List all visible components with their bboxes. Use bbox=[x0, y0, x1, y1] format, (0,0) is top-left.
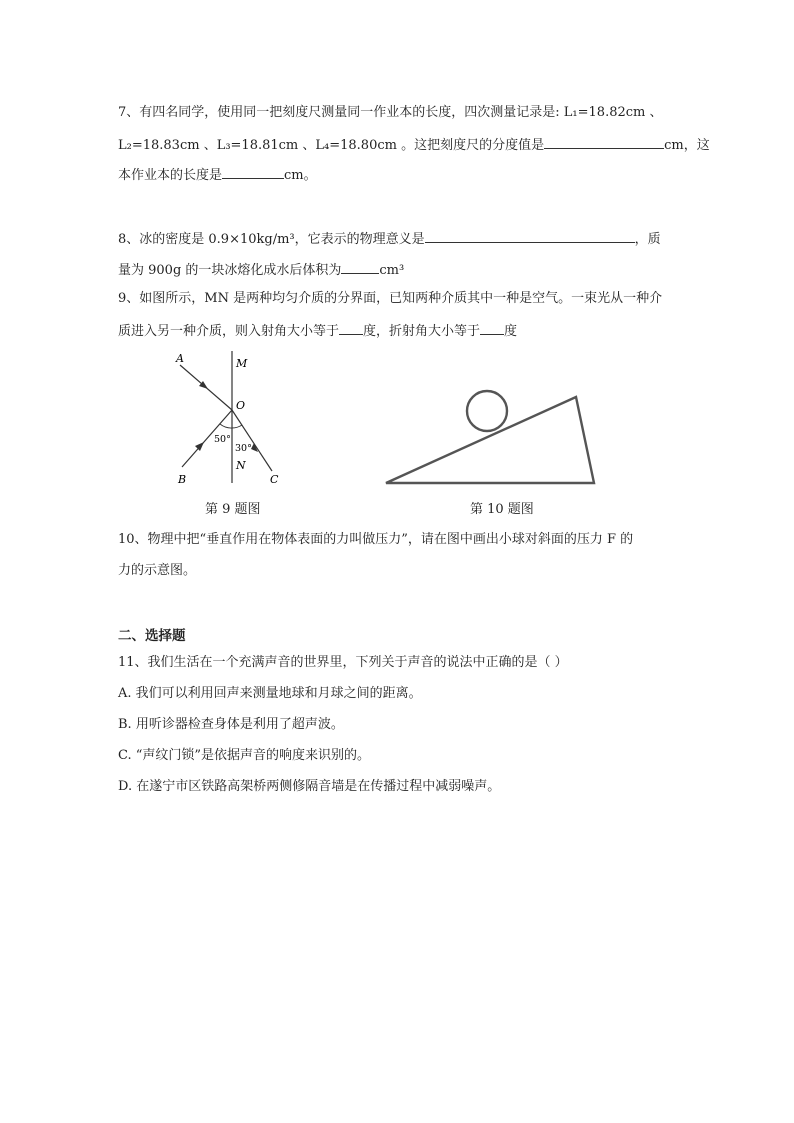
label-o: O bbox=[236, 399, 246, 412]
incline-triangle bbox=[386, 397, 594, 483]
answer-blank-q8-meaning[interactable] bbox=[425, 229, 635, 243]
q10-line2: 力的示意图。 bbox=[118, 563, 197, 578]
q11-option-c[interactable]: C. “声纹门锁”是依据声音的响度来识别的。 bbox=[118, 748, 371, 763]
q10-line1: 10、物理中把“垂直作用在物体表面的力叫做压力”，请在图中画出小球对斜面的压力 F 的 bbox=[118, 532, 634, 547]
q7-line1: 7、有四名同学，使用同一把刻度尺测量同一作业本的长度，四次测量记录是: L₁=18.82cm 、 bbox=[118, 105, 663, 120]
reflected-arrow-icon bbox=[195, 442, 204, 451]
section-title-choice: 二、选择题 bbox=[118, 628, 186, 644]
angle-arc-50 bbox=[220, 424, 232, 428]
label-angle-50: 50° bbox=[214, 434, 231, 445]
label-c: C bbox=[270, 473, 279, 486]
q9-line1: 9、如图所示，MN 是两种均匀介质的分界面，已知两种介质其中一种是空气。一束光从一种介 bbox=[118, 291, 663, 306]
figure-9-refraction-diagram bbox=[160, 345, 310, 490]
ball-circle bbox=[467, 391, 507, 431]
answer-blank-q7-division[interactable] bbox=[544, 135, 664, 149]
q11-option-a[interactable]: A. 我们可以利用回声来测量地球和月球之间的距离。 bbox=[118, 686, 422, 701]
q7-line2: L₂=18.83cm 、L₃=18.81cm 、L₄=18.80cm 。这把刻度尺的分度值是 cm，这 bbox=[118, 135, 710, 155]
figure-10-caption: 第 10 题图 bbox=[470, 502, 534, 517]
label-b: B bbox=[178, 473, 187, 486]
q7-line3: 本作业本的长度是 cm。 bbox=[118, 165, 317, 185]
answer-blank-q9-incidence[interactable] bbox=[339, 321, 363, 335]
label-n: N bbox=[236, 459, 246, 472]
q11-option-d[interactable]: D. 在遂宁市区铁路高架桥两侧修隔音墙是在传播过程中减弱噪声。 bbox=[118, 779, 501, 794]
answer-blank-q8-volume[interactable] bbox=[341, 260, 379, 274]
q8-line2: 量为 900g 的一块冰熔化成水后体积为 cm³ bbox=[118, 260, 404, 280]
answer-blank-q9-refraction[interactable] bbox=[480, 321, 504, 335]
label-a: A bbox=[176, 352, 184, 365]
figure-9-caption: 第 9 题图 bbox=[205, 502, 261, 517]
q11-stem: 11、我们生活在一个充满声音的世界里，下列关于声音的说法中正确的是（ ） bbox=[118, 655, 568, 670]
angle-arc-30 bbox=[232, 425, 242, 428]
label-angle-30: 30° bbox=[235, 443, 252, 454]
q9-line2: 质进入另一种介质，则入射角大小等于 度，折射角大小等于 度 bbox=[118, 321, 517, 341]
figure-10-incline-diagram bbox=[378, 375, 598, 490]
answer-blank-q7-length[interactable] bbox=[222, 165, 284, 179]
q8-line1: 8、冰的密度是 0.9×10kg/m³，它表示的物理意义是 ，质 bbox=[118, 229, 661, 249]
label-m: M bbox=[236, 357, 248, 370]
q11-option-b[interactable]: B. 用听诊器检查身体是利用了超声波。 bbox=[118, 717, 344, 732]
